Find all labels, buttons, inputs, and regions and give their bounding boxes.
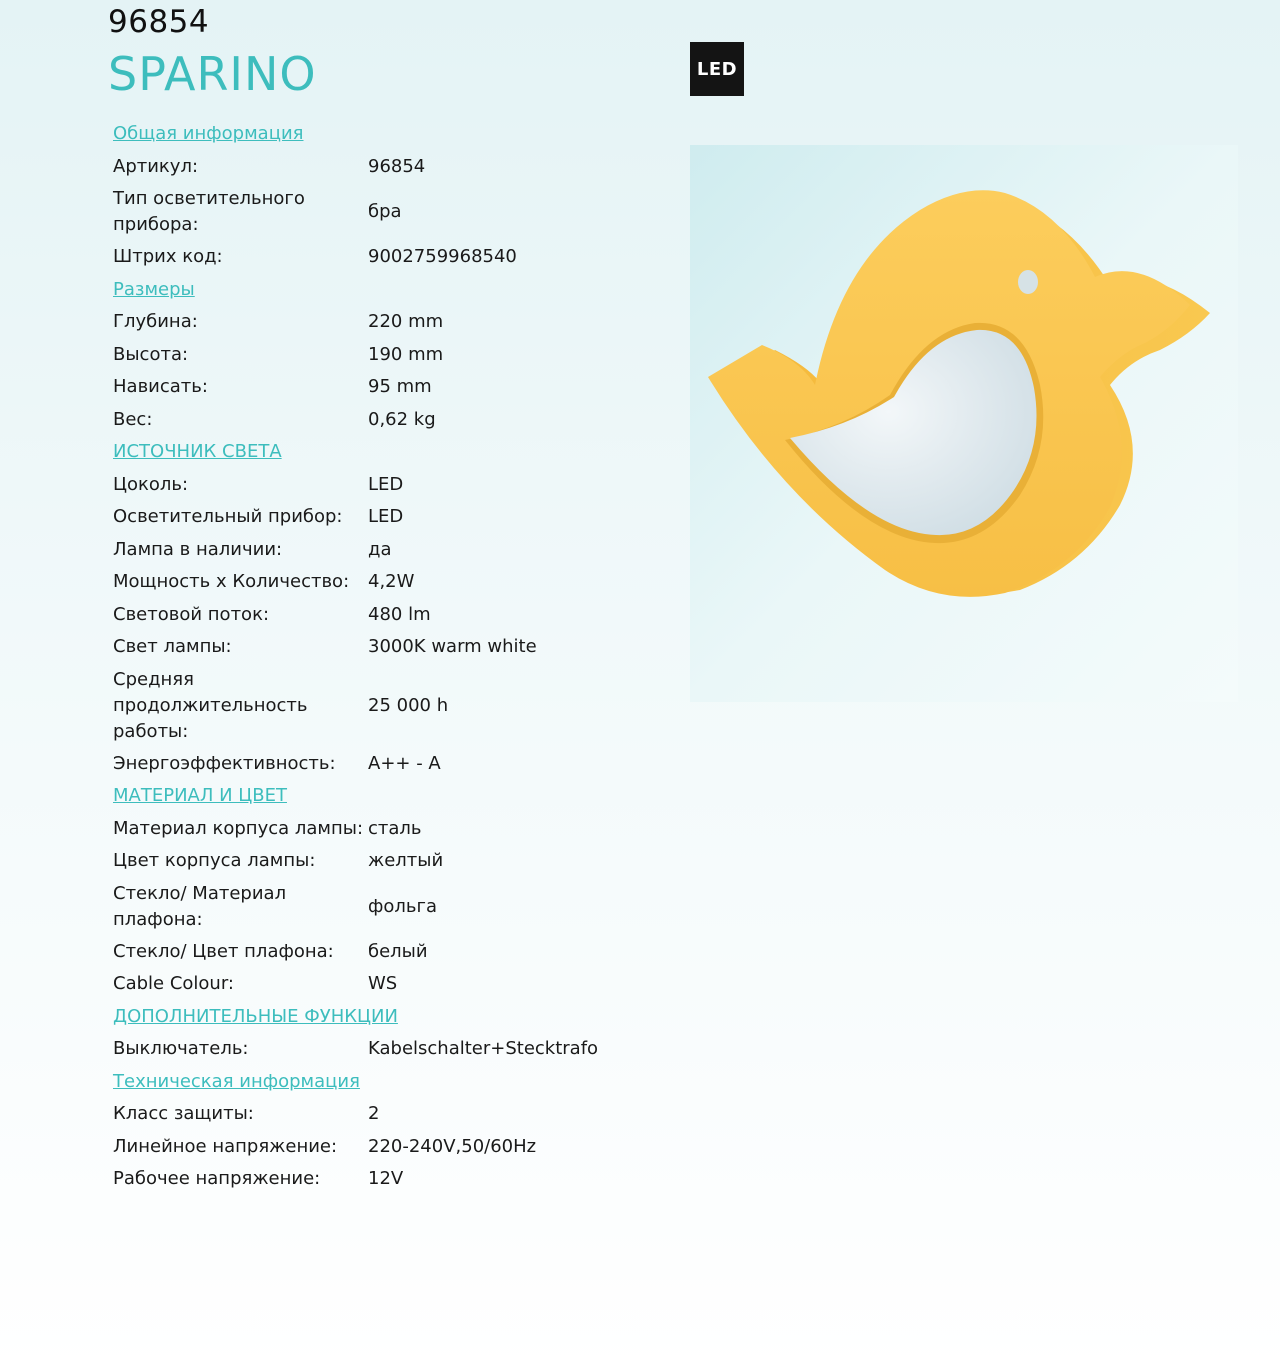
spec-label: Лампа в наличии: (113, 538, 283, 560)
spec-row (113, 339, 673, 372)
spec-value: 0,62 kg (368, 408, 436, 430)
spec-label: Стекло/ Цвет плафона: (113, 940, 334, 962)
section-extra-title[interactable]: ДОПОЛНИТЕЛЬНЫЕ ФУНКЦИИ (113, 1005, 398, 1027)
spec-value: 96854 (368, 155, 426, 177)
spec-label: Мощность x Количество: (113, 571, 350, 593)
spec-row (113, 631, 673, 664)
product-title: SPARINO (108, 47, 317, 101)
spec-label: Стекло/ Материал плафона: (113, 882, 287, 930)
spec-value: бра (368, 201, 402, 222)
spec-value: сталь (368, 817, 422, 839)
spec-row (113, 501, 673, 534)
spec-row (113, 599, 673, 632)
spec-row (113, 566, 673, 599)
spec-label: Класс защиты: (113, 1103, 254, 1125)
spec-row (113, 748, 673, 781)
spec-label: Энергоэффективность: (113, 752, 336, 774)
spec-label: Цоколь: (113, 473, 189, 495)
spec-label: Глубина: (113, 311, 198, 333)
spec-value: WS (368, 973, 398, 995)
spec-label: Высота: (113, 343, 189, 365)
spec-label: Артикул: (113, 155, 199, 177)
spec-value: 25 000 h (368, 694, 449, 716)
spec-row (113, 664, 673, 748)
spec-label: Осветительный прибор: (113, 506, 343, 528)
spec-value: 9002759968540 (368, 246, 517, 268)
spec-label: Средняя продолжительность работы: (113, 668, 308, 742)
spec-value: 220-240V,50/60Hz (368, 1135, 537, 1157)
section-technical-title[interactable]: Техническая информация (113, 1070, 360, 1092)
spec-row (113, 1163, 673, 1196)
section-dimensions-title[interactable]: Размеры (113, 278, 195, 300)
section-general-title[interactable]: Общая информация (113, 123, 304, 144)
spec-value: 220 mm (368, 311, 444, 333)
spec-value: LED (368, 473, 404, 495)
spec-row (113, 404, 673, 437)
spec-row (113, 469, 673, 502)
article-number: 96854 (108, 4, 210, 40)
spec-label: Цвет корпуса лампы: (113, 850, 316, 872)
spec-value: фольга (368, 895, 438, 917)
spec-row (113, 534, 673, 567)
spec-label: Вес: (113, 408, 153, 430)
product-image (690, 145, 1238, 702)
spec-label: Свет лампы: (113, 636, 232, 658)
spec-label: Штрих код: (113, 246, 223, 268)
spec-value: 4,2W (368, 571, 415, 593)
spec-value: Kabelschalter+Stecktrafo (368, 1038, 599, 1060)
spec-value: 2 (368, 1103, 380, 1125)
spec-value: 3000K warm white (368, 636, 537, 658)
spec-value: LED (368, 506, 404, 528)
spec-value: белый (368, 940, 428, 962)
spec-row (113, 1033, 673, 1066)
spec-row (113, 813, 673, 846)
spec-row (113, 241, 673, 274)
spec-row (113, 1098, 673, 1131)
spec-label: Нависать: (113, 376, 208, 398)
section-material-title[interactable]: МАТЕРИАЛ И ЦВЕТ (113, 785, 287, 806)
spec-label: Световой поток: (113, 603, 270, 625)
spec-row (113, 968, 673, 1001)
spec-value: 95 mm (368, 376, 432, 398)
spec-label: Материал корпуса лампы: (113, 817, 364, 839)
spec-label: Рабочее напряжение: (113, 1168, 321, 1190)
spec-row (113, 878, 673, 936)
spec-value: 480 lm (368, 603, 431, 625)
spec-label: Тип осветительного прибора: (113, 188, 305, 235)
spec-value: желтый (368, 850, 444, 872)
spec-value: A++ - A (368, 752, 441, 774)
led-badge: LED (690, 42, 744, 96)
spec-row (113, 845, 673, 878)
spec-value: да (368, 538, 392, 560)
specifications (113, 118, 673, 1196)
spec-row (113, 151, 673, 184)
spec-row (113, 371, 673, 404)
spec-row (113, 183, 673, 241)
spec-label: Линейное напряжение: (113, 1135, 338, 1157)
spec-row (113, 1131, 673, 1164)
spec-row (113, 936, 673, 969)
spec-value: 12V (368, 1168, 404, 1190)
spec-label: Cable Colour: (113, 973, 234, 995)
spec-label: Выключатель: (113, 1038, 249, 1060)
bird-lamp-icon (690, 145, 1238, 702)
section-light-source-title[interactable]: ИСТОЧНИК СВЕТА (113, 441, 282, 462)
spec-value: 190 mm (368, 343, 444, 365)
spec-row (113, 306, 673, 339)
